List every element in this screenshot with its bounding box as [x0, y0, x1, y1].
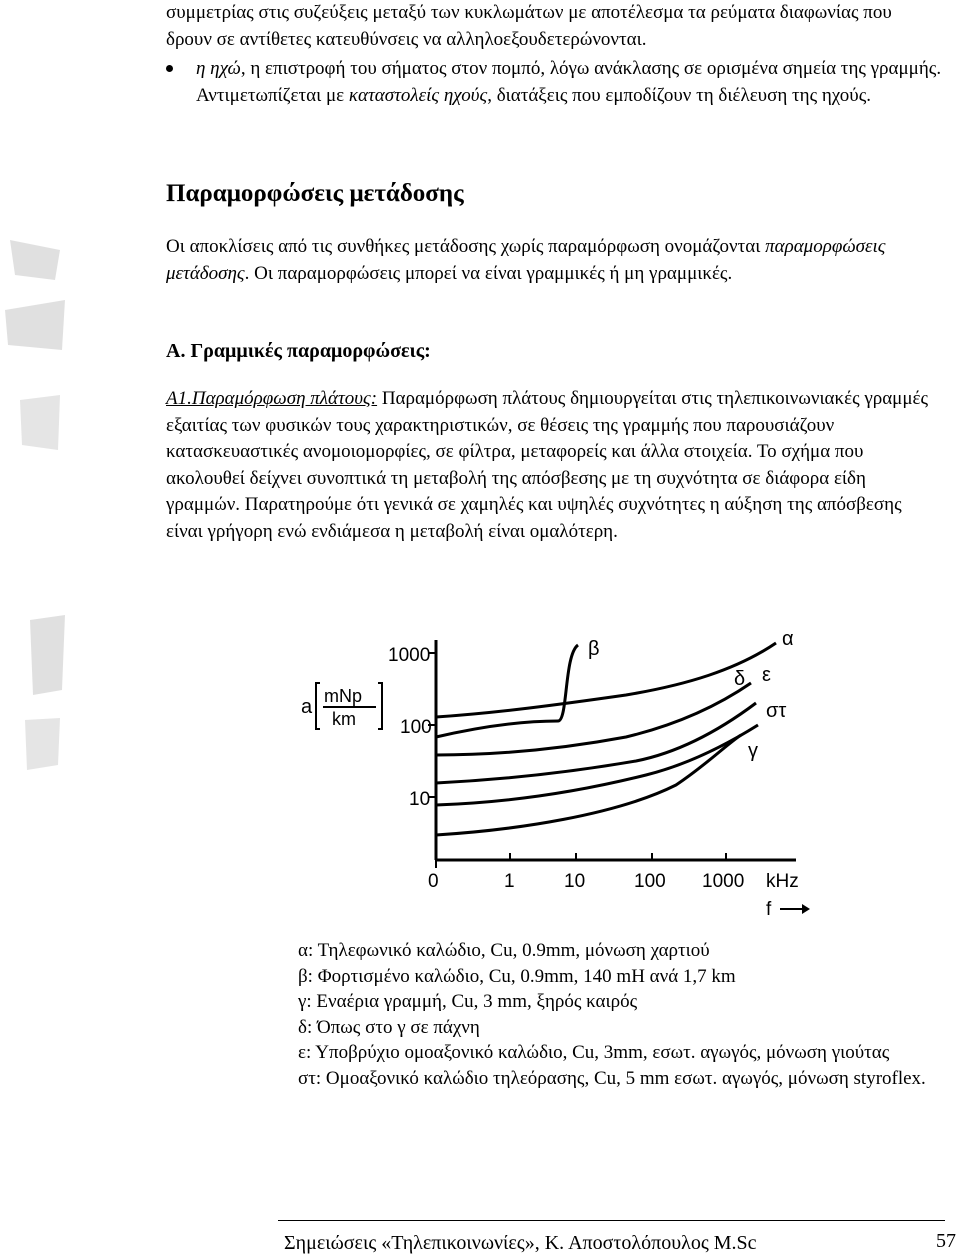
footer-text: Σημειώσεις «Τηλεπικοινωνίες», Κ. Αποστολόπουλος M.Sc — [284, 1232, 757, 1254]
echo-text-b: , διατάξεις που εμποδίζουν τη διέλευση της ηχούς. — [487, 84, 871, 106]
legend-item: δ: Όπως στο γ σε πάχνη — [298, 1016, 480, 1038]
y-tick-label: 10 — [409, 789, 431, 810]
a1-paragraph — [166, 386, 942, 545]
x-tick-label: 10 — [564, 871, 586, 892]
page-number: 57 — [936, 1230, 956, 1252]
legend-item: γ: Εναέρια γραμμή, Cu, 3 mm, ξηρός καιρός — [298, 991, 638, 1012]
legend-item: στ: Ομοαξονικό καλώδιο τηλεόρασης, Cu, 5 mm εσωτ. αγωγός, μόνωση styroflex. — [298, 1067, 926, 1089]
a1-label: Α1.Παραμόρφωση πλάτους: — [166, 388, 378, 409]
echo-text-a: , η επιστροφή του σήματος στον πομπό, λόγω ανάκλασης σε ορισμένα σημεία της γραμμής. Αντιμετωπίζεται με — [196, 58, 942, 106]
x-axis-symbol: f — [766, 899, 772, 920]
x-tick-label: 1000 — [702, 871, 745, 892]
y-axis-symbol: a — [301, 696, 313, 718]
x-tick-label: 0 — [428, 871, 439, 892]
echo-suppressor-term: καταστολείς ηχούς — [348, 84, 488, 106]
y-unit-numerator: mNp — [324, 686, 363, 706]
curve-label-gamma: γ — [748, 740, 758, 762]
curve-label-epsilon: ε — [762, 664, 771, 686]
echo-term: η ηχώ — [196, 58, 241, 79]
y-unit-bracket-right — [378, 683, 382, 729]
y-unit-bracket-left — [316, 683, 320, 729]
footer-divider — [278, 1220, 945, 1221]
attenuation-figure — [296, 625, 856, 920]
curve-label-st: στ — [766, 700, 787, 722]
intro-paragraph — [166, 234, 942, 287]
x-unit-label: kHz — [766, 871, 799, 892]
legend-item: α: Τηλεφωνικό καλώδιο, Cu, 0.9mm, μόνωση χαρτιού — [298, 940, 710, 961]
bullet-echo — [166, 56, 946, 109]
section-title: Παραμορφώσεις μετάδοσης — [166, 180, 464, 207]
intro-text-b: . Οι παραμορφώσεις μπορεί να είναι γραμμικές ή μη γραμμικές. — [244, 262, 733, 284]
figure-legend — [298, 938, 948, 1091]
curve-beta — [436, 645, 578, 737]
legend-item: β: Φορτισμένο καλώδιο, Cu, 0.9mm, 140 mH ανά 1,7 km — [298, 965, 736, 987]
a1-text: Παραμόρφωση πλάτους δημιουργείται στις τηλεπικοινωνιακές γραμμές εξαιτίας των φυσικών τους χαρακτηριστικών, σε θέσεις της γραμμής που παρουσιάζουν κατασκευαστικές ανομοιομορφίες, σε φίλτρα, μεταφορείς και άλλα στοιχεία. Το σχήμα που ακολουθεί δείχνει συνοπτικά τη μεταβολή της απόσβεσης με τη συχνότητα σε διάφορα είδη γραμμών. Παρατηρούμε ότι γενικά σε χαμηλές και υψηλές συχνότητες η αύξηση της απόσβεσης είναι γρήγορη ενώ ενδιάμεσα η μεταβολή είναι ομαλότερη. — [166, 388, 929, 542]
watermark-logo — [0, 220, 70, 780]
continuation-paragraph: συμμετρίας στις συζεύξεις μεταξύ των κυκλωμάτων με αποτέλεσμα τα ρεύματα διαφωνίας που δρουν σε αντίθετες κατευθύνσεις να αλληλοεξουδετερώνονται. — [166, 2, 892, 50]
x-tick-label: 1 — [504, 871, 515, 892]
bullet-icon — [166, 65, 173, 72]
legend-item: ε: Υποβρύχιο ομοαξονικό καλώδιο, Cu, 3mm, εσωτ. αγωγός, μόνωση γιούτας — [298, 1042, 890, 1063]
curve-st — [436, 725, 758, 805]
curve-label-beta: β — [588, 638, 600, 660]
curve-label-alpha: α — [782, 628, 794, 650]
curve-gamma — [436, 735, 741, 835]
arrow-head-icon — [802, 904, 810, 914]
curve-label-delta: δ — [734, 668, 746, 690]
y-tick-label: 1000 — [388, 645, 431, 666]
curve-alpha — [436, 643, 776, 717]
y-unit-denominator: km — [332, 709, 356, 729]
bullet-text — [196, 56, 946, 109]
subsection-title: Α. Γραμμικές παραμορφώσεις: — [166, 340, 431, 362]
y-tick-label: 100 — [400, 717, 432, 738]
x-tick-label: 100 — [634, 871, 666, 892]
curve-delta — [436, 683, 751, 755]
intro-term: παραμορφώσεις μετάδοσης — [166, 236, 886, 284]
intro-text-a: Οι αποκλίσεις από τις συνθήκες μετάδοσης χωρίς παραμόρφωση ονομάζονται — [166, 236, 766, 257]
